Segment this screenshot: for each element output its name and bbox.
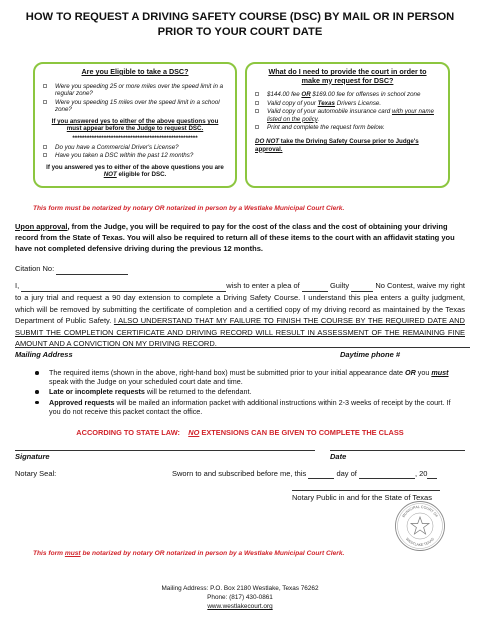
list-item: Do you have a Commercial Driver's License? xyxy=(43,144,227,152)
notarize-notice: This form must be notarized by notary OR notarized in person by a Westlake Municipal Court Clerk. xyxy=(33,205,345,212)
separator-stars: **************************************************** xyxy=(72,135,198,143)
signature-line[interactable] xyxy=(15,450,315,451)
eligibility-note-a: If you answered yes to either of the above questions you must appear before the Judge to request DSC. xyxy=(51,117,219,133)
requirements-list xyxy=(255,91,440,132)
notary-seal-label: Notary Seal: xyxy=(15,469,57,478)
citation-row xyxy=(15,263,465,275)
seal-top-text: MUNICIPAL COURT OF xyxy=(401,504,439,519)
list-item: Were you speeding 15 miles over the speed limit in a school zone? xyxy=(43,99,227,114)
checkbox-icon[interactable] xyxy=(255,92,259,96)
eligibility-heading: Are you Eligible to take a DSC? xyxy=(81,67,189,76)
checkbox-icon[interactable] xyxy=(43,153,47,157)
notarize-notice-2: This form must be notarized by notary OR notarized in person by a Westlake Municipal Court Clerk. xyxy=(33,550,345,557)
checkbox-icon[interactable] xyxy=(43,145,47,149)
seal-bottom-text: WESTLAKE TEXAS xyxy=(405,537,435,548)
checkbox-icon[interactable] xyxy=(255,101,259,105)
eligibility-list-b xyxy=(43,144,227,160)
mailing-address-line[interactable] xyxy=(15,347,470,348)
defendant-name-field[interactable] xyxy=(21,280,226,292)
sworn-statement: Sworn to and subscribed before me, this day of , 20 xyxy=(172,469,437,479)
footer-phone: Phone: (817) 430-0861 xyxy=(207,594,273,601)
list-item: The required items (shown in the above, right-hand box) must be submitted prior to your initial appearance date OR you must speak with the Judge on your scheduled court date and time. xyxy=(35,368,455,386)
requirements-heading: What do I need to provide the court in order to make my request for DSC? xyxy=(268,67,427,85)
notary-public-label: Notary Public in and for the State of Texas xyxy=(292,493,432,502)
title-line-2: PRIOR TO YOUR COURT DATE xyxy=(157,26,323,38)
list-item: Print and complete the request form below. xyxy=(255,124,440,132)
list-item: Were you speeding 25 or more miles over the speed limit in a regular zone? xyxy=(43,83,227,98)
sworn-day-field[interactable] xyxy=(308,469,334,479)
list-item: Valid copy of your automobile insurance card with your name listed on the policy. xyxy=(255,108,440,123)
no-contest-plea-field[interactable] xyxy=(351,280,373,292)
court-seal-icon xyxy=(394,500,446,552)
requirements-warning: DO NOT take the Driving Safety Course prior to Judge's approval. xyxy=(255,137,419,153)
date-line[interactable] xyxy=(330,450,465,451)
footer-address: Mailing Address: P.O. Box 2180 Westlake, Texas 76262 xyxy=(161,585,319,592)
footer-website-link[interactable]: www.westlakecourt.org xyxy=(207,603,273,610)
footer xyxy=(140,584,340,611)
requirements-box xyxy=(245,62,450,188)
list-item: Have you taken a DSC within the past 12 months? xyxy=(43,152,227,160)
checkbox-icon[interactable] xyxy=(255,125,259,129)
title-line-1: HOW TO REQUEST A DRIVING SAFETY COURSE (DSC) BY MAIL OR IN PERSON xyxy=(25,11,455,23)
state-law-notice: ACCORDING TO STATE LAW: NO EXTENSIONS CAN BE GIVEN TO COMPLETE THE CLASS xyxy=(76,428,404,437)
daytime-phone-label: Daytime phone # xyxy=(340,350,401,359)
checkbox-icon[interactable] xyxy=(43,84,47,88)
sworn-month-field[interactable] xyxy=(359,469,415,479)
eligibility-box xyxy=(33,62,237,188)
citation-label: Citation No: xyxy=(15,264,55,273)
list-item: Valid copy of your Texas Drivers License. xyxy=(255,100,440,108)
signature-label: Signature xyxy=(15,452,50,461)
checkbox-icon[interactable] xyxy=(43,100,47,104)
notary-public-line[interactable] xyxy=(292,490,440,491)
mailing-address-label: Mailing Address xyxy=(15,350,73,359)
checkbox-icon[interactable] xyxy=(255,109,259,113)
eligibility-list-a xyxy=(43,83,227,114)
date-label: Date xyxy=(330,452,347,461)
sworn-year-field[interactable] xyxy=(427,469,437,479)
eligibility-note-b: If you answered yes to either of the above questions you are NOT eligible for DSC. xyxy=(46,163,224,179)
list-item: $144.00 fee OR $169.00 fee for offenses in school zone xyxy=(255,91,440,99)
plea-statement: I, wish to enter a plea of Guilty No Contest, waive my right to a jury trial and request a 90 day extension to complete a Driving Safety Course. I understand this plea enters a guilty judgment, which will be removed by submitting the certificate of completion and a certified copy of my driving record as maintained by the Texas Department of Public Safety. I ALSO UNDERSTAND THAT MY FAILURE TO FINISH THE COURSE BY THE REQUIRED DATE AND SUBMIT THE COMPLETION CERTIFICATE AND DRIVING RECORD WILL RESULT IN ASSESSMENT OF THE REMAINING FINE AMOUNT AND A CONVICTION ON MY DRIVING RECORD. xyxy=(15,281,466,349)
guilty-plea-field[interactable] xyxy=(302,280,328,292)
approval-paragraph: Upon approval, from the Judge, you will be required to pay for the cost of the class and the cost of obtaining your driving record from the State of Texas. You will also be required to return all of these items to the court with an affidavit stating you have not completed defensive driving during the previous 12 months. xyxy=(15,222,455,254)
list-item: Approved requests will be mailed an information packet with additional instructions within 2-3 weeks of receipt by the court. If you do not receive this packet contact the office. xyxy=(35,398,455,416)
instructions-list xyxy=(35,368,455,417)
page-title xyxy=(20,10,460,40)
list-item: Late or incomplete requests will be returned to the defendant. xyxy=(35,387,455,396)
citation-number-field[interactable] xyxy=(56,263,128,275)
